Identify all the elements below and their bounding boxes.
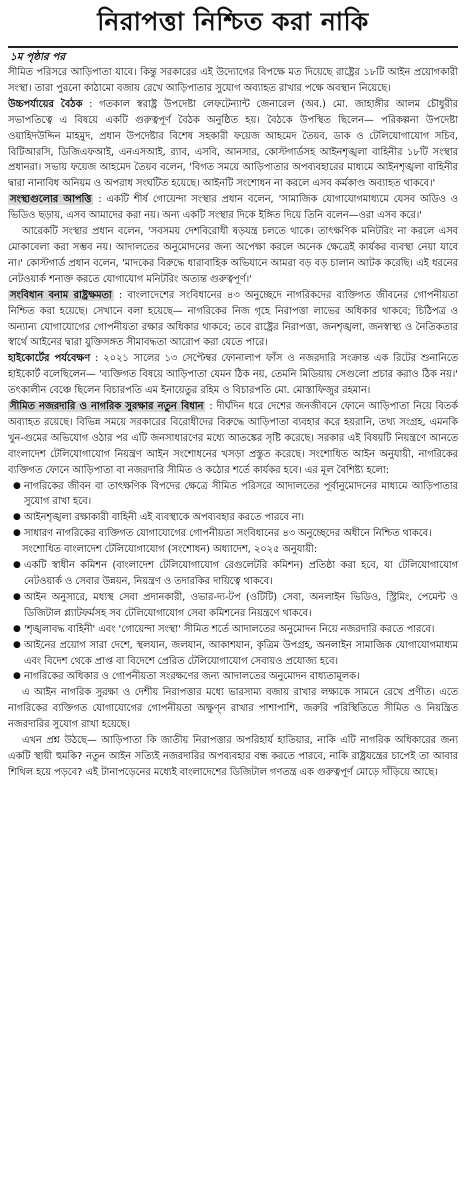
section-high-level-meeting [8, 97, 458, 192]
ordinance-line: সংশোধিত বাংলাদেশ টেলিযোগাযোগ (সংশোধন) অধ্যাদেশ, ২০২৫ অনুযায়ী: [22, 544, 318, 556]
feature-list [8, 479, 458, 543]
subheading: সংস্থাগুলোর আপত্তি [10, 194, 92, 206]
section-text: : একটি শীর্ষ গোয়েন্দা সংস্থার প্রধান বলেন, 'সামাজিক যোগাযোগমাধ্যমে যেসব অডিও ও ভিডিও ছড়ায়, এসব আমাদের করা নয়। অন্য একটি সংস্থার দিকে ইঙ্গিত দিয়ে তিনি বলেন—ওরা এসব করে।' [8, 194, 458, 222]
closing-question: এখন প্রশ্ন উঠছে— আড়িপাতা কি জাতীয় নিরাপত্তার অপরিহার্য হাতিয়ার, নাকি এটি নাগরিক অধিকারের জন্য একটি স্থায়ী হুমকি? নতুন আইন সত্যিই নজরদারির অপব্যবহার বন্ধ করতে পারবে, নাকি রাষ্ট্রযন্ত্রের চাপেই তা আবার শিথিল হয়ে পড়বে? এই টানাপড়েনের মধ্যেই বাংলাদেশের ডিজিটাল গণতন্ত্র এক গুরুত্বপূর্ণ মোড়ে দাঁড়িয়ে আছে। [8, 735, 458, 778]
list-item: ● 'শৃঙ্খলাবদ্ধ বাহিনী' এবং 'গোয়েন্দা সংস্থা' সীমিত শর্তে আদালতের অনুমোদন নিয়ে নজরদারি করতে পারবে। [24, 622, 458, 638]
section-text: : ২০২১ সালের ১৩ সেপ্টেম্বর ফোনালাপ ফাঁস ও নজরদারি সংক্রান্ত এক রিটের শুনানিতে হাইকোর্ট বলেছিলেন— 'ব্যক্তিগত বিষয়ে আড়িপাতা যেমন ঠিক নয়, তেমনি মিডিয়ায় সেগুলো প্রচার করাও ঠিক নয়।' তৎকালীন বেঞ্চে ছিলেন বিচারপতি এম ইনায়েতুর রহিম ও বিচারপতি মো. মোস্তাফিজুর রহমান। [8, 353, 458, 397]
list-item: ● আইন অনুসারে, মধ্যস্থ সেবা প্রদানকারী, ওভার-দ্য-টপ (ওটিটি) সেবা, অনলাইন ভিডিও, স্ট্রিমিং, পেমেন্ট ও ডিজিটাল প্ল্যাটফর্মসহ সব টেলিযোগাযোগ সেবা কমিশনের নিয়ন্ত্রণে থাকবে। [24, 590, 458, 622]
subheading: হাইকোর্টের পর্যবেক্ষণ [8, 353, 91, 365]
list-item: ● আইনের প্রয়োগ সারা দেশে, স্থলযান, জলযান, আকাশযান, কৃত্রিম উপগ্রহ, অনলাইন সামাজিক যোগাযোগমাধ্যম এবং বিদেশ থেকে প্রাপ্ত বা বিদেশে প্রেরিত টেলিযোগাযোগ সেবায়ও প্রযোজ্য হবে। [24, 638, 458, 670]
headline-rule [8, 46, 458, 48]
list-item: ● নাগরিকের জীবন বা তাৎক্ষণিক বিপদের ক্ষেত্রে সীমিত পরিসরে আদালতের পূর্বানুমোদনের মাধ্যমে আড়িপাতার সুযোগ রাখা হবে। [24, 479, 458, 511]
ordinance-list [8, 558, 458, 685]
continuation-label: ১ম পৃষ্ঠার পর [10, 51, 66, 63]
section-new-provision [8, 399, 458, 479]
subheading: উচ্চপর্যায়ের বৈঠক [8, 98, 83, 110]
section-text: : দীর্ঘদিন ধরে দেশের জনজীবনে ফোনে আড়িপাতা নিয়ে বিতর্ক অব্যাহত রয়েছে। বিভিন্ন সময়ে সরকারের বিরোধীদের বিরুদ্ধে আড়িপাতা ব্যবহার করে হয়রানি, তথ্য সংগ্রহ, এমনকি খুন-গুমের অভিযোগ ওঠার পর এটি জনসাধারণের মধ্যে আতঙ্কের সৃষ্টি করেছে। সরকার এই বিষয়টি নিয়ন্ত্রণে আনতে বাংলাদেশ টেলিযোগাযোগ নিয়ন্ত্রণ আইন সংশোধনের খসড়া প্রস্তুত করেছে। সংশোধিত আইন অনুযায়ী, নাগরিকের ব্যক্তিগত ফোনে আড়িপাতা বা নজরদারি সীমিত ও কঠোর শর্তে কার্যকর হবে। এর মূল বৈশিষ্ট্য হলো: [8, 401, 459, 476]
list-item: ● আইনশৃঙ্খলা রক্ষাকারী বাহিনী এই ব্যবস্থাকে অপব্যবহার করতে পারবে না। [24, 510, 458, 526]
intro-paragraph: সীমিত পরিসরে আড়িপাতা যাবে। কিন্তু সরকারের এই উদ্যোগের বিপক্ষে মত দিয়েছে রাষ্ট্রের ১৮টি আইন প্রয়োগকারী সংস্থা। তারা পুরনো কাঠামো বজায় রেখে আড়িপাতার সুযোগ অব্যাহত রাখার পক্ষে অবস্থান নিয়েছে। [8, 67, 458, 94]
section-high-court [8, 351, 458, 399]
section-agency-objection [8, 192, 458, 224]
closing-paragraph: এ আইন নাগরিক সুরক্ষা ও দেশীয় নিরাপত্তার মধ্যে ভারসাম্য বজায় রাখার লক্ষ্যকে সামনে রেখে প্রণীত। এতে নাগরিকের ব্যক্তিগত যোগাযোগের গোপনীয়তা অক্ষুণ্ন রাখার পাশাপাশি, জরুরি পরিস্থিতিতে সীমিত ও নিয়ন্ত্রিত নজরদারির সুযোগ রাখা হয়েছে। [8, 687, 458, 731]
subheading: সংবিধান বনাম রাষ্ট্রক্ষমতা [10, 289, 112, 301]
list-item: ● সাধারণ নাগরিকের ব্যক্তিগত যোগাযোগের গোপনীয়তা সংবিধানের ৪৩ অনুচ্ছেদের অধীনে নিশ্চিত থাকবে। [24, 526, 458, 542]
headline: নিরাপত্তা নিশ্চিত করা নাকি [97, 7, 369, 36]
subheading: সীমিত নজরদারি ও নাগরিক সুরক্ষার নতুন বিধান [10, 401, 204, 413]
list-item: ● একটি স্বাধীন কমিশন (বাংলাদেশ টেলিযোগাযোগ রেগুলেটরি কমিশন) প্রতিষ্ঠা করা হবে, যা টেলিযোগাযোগ নেটওয়ার্ক ও সেবার উন্নয়ন, নিয়ন্ত্রণ ও তদারকির দায়িত্বে থাকবে। [24, 558, 458, 590]
list-item: ● নাগরিকের অধিকার ও গোপনীয়তা সংরক্ষণের জন্য আদালতের অনুমোদন বাধ্যতামূলক। [24, 669, 458, 685]
section-text: : গতকাল স্বরাষ্ট্র উপদেষ্টা লেফটেন্যান্ট জেনারেল (অব.) মো. জাহাঙ্গীর আলম চৌধুরীর সভাপতিত্বে এ বিষয়ে একটি গুরুত্বপূর্ণ বৈঠক অনুষ্ঠিত হয়। বৈঠকে উপস্থিত ছিলেন— পরিকল্পনা উপদেষ্টা ওয়াহিদউদ্দিন মাহমুদ, প্রধান উপদেষ্টার বিশেষ সহকারী ফয়েজ আহমেদ তৈয়ব, ডাক ও টেলিযোগাযোগ সচিব, বিটিআরসি, ডিজিএফআই, এনএসআই, র‍্যাব, এসবি, আনসার, কোস্টগার্ডসহ আইনশৃঙ্খলা বাহিনীর ১৮টি সংস্থার প্রধানরা। সভায় ফয়েজ আহমেদ তৈয়ব বলেন, 'বিগত সময়ে আড়িপাতার অপব্যবহারের মাধ্যমে আইনশৃঙ্খলা বাহিনীর দ্বারা নানাবিধ অনিয়ম ও অপরাধ সংঘটিত হয়েছে। আইনটি সংশোধন না করলে এসব কর্মকাণ্ড অব্যাহত থাকবে।' [8, 98, 458, 190]
section-constitution [8, 288, 458, 352]
article-body [8, 65, 458, 781]
section-text: : বাংলাদেশের সংবিধানের ৪৩ অনুচ্ছেদে নাগরিকদের ব্যক্তিগত জীবনের গোপনীয়তা নিশ্চিত করা হয়েছে। সেখানে বলা হয়েছে— নাগরিকের নিজ গৃহে নিরাপত্তা লাভের অধিকার থাকবে; চিঠিপত্র ও অন্যান্য যোগাযোগের গোপনীয়তা রক্ষার অধিকার থাকবে; তবে রাষ্ট্রের নিরাপত্তা, জনশৃঙ্খলা, জনস্বাস্থ্য ও নৈতিকতার স্বার্থে আইনের দ্বারা যুক্তিসঙ্গত সীমাবদ্ধতা আরোপ করা যেতে পারে। [8, 289, 458, 349]
paragraph: আরেকটি সংস্থার প্রধান বলেন, 'সবসময় দেশবিরোধী ষড়যন্ত্র চলতে থাকে। তাৎক্ষণিক মনিটরিং না করলে এসব মোকাবেলা করা সম্ভব নয়। আদালতের অনুমোদনের জন্য অপেক্ষা করলে অনেক ক্ষেত্রেই কার্যকর ব্যবস্থা নেয়া যাবে না।' কোস্টগার্ড প্রধান বলেন, 'মাদকের বিরুদ্ধে ধারাবাহিক অভিযানে আমরা বড় বড় চালান আটক করেছি। এই ধরনের নেটওয়ার্ক শনাক্ত করতে যোগাযোগ মনিটরিং অত্যন্ত গুরুত্বপূর্ণ।' [8, 226, 458, 285]
